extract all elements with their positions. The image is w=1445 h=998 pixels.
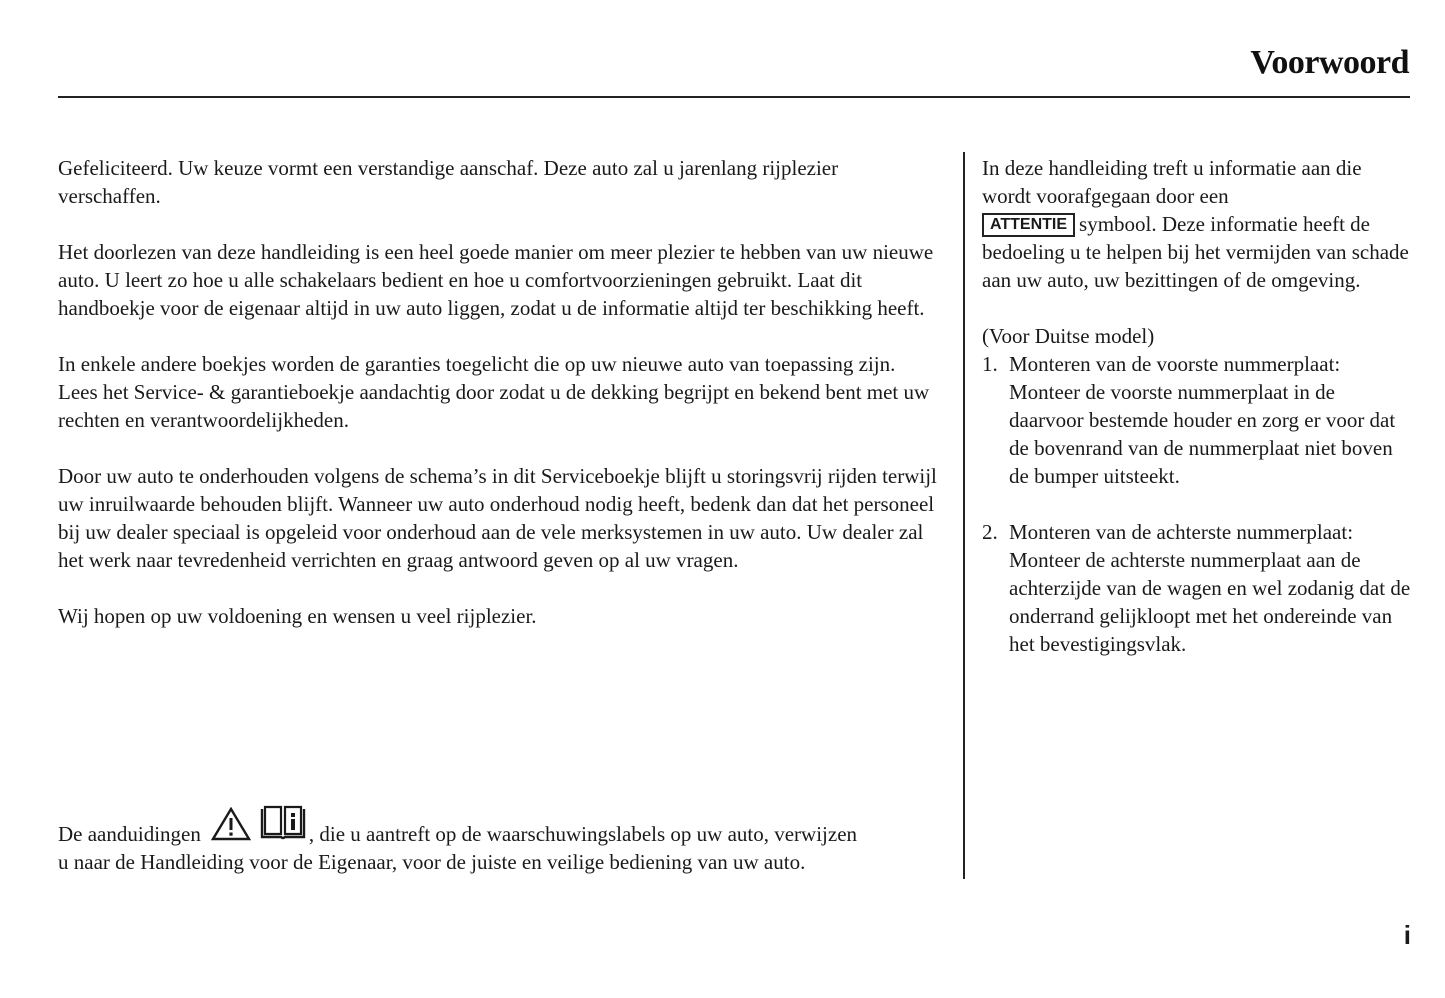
warning-triangle-icon	[211, 807, 251, 848]
paragraph-congratulations: Gefeliciteerd. Uw keuze vormt een verstandige aanschaf. Deze auto zal u jarenlang rijplezier verschaffen.	[58, 156, 839, 208]
paragraph-closing: Wij hopen op uw voldoening en wensen u veel rijplezier.	[58, 604, 537, 628]
header-rule	[58, 96, 1410, 98]
list-item	[982, 518, 1412, 658]
list-item	[982, 350, 1412, 490]
step-number: 2.	[982, 520, 998, 544]
paragraph-warranties: In enkele andere boekjes worden de garanties toegelicht die op uw nieuwe auto van toepassing zijn. Lees het Service- & garantieboekje aandachtig door zodat u de dekking begrijpt en bekend bent met uw rechten en verantwoordelijkheden.	[58, 352, 930, 432]
paragraph-maintenance: Door uw auto te onderhouden volgens de schema’s in dit Serviceboekje blijft u storingsvrij rijden terwijl uw inruilwaarde behouden blijft. Wanneer uw auto onderhoud nodig heeft, bedenk dan dat het personeel bij uw dealer speciaal is opgeleid voor onderhoud aan de vele merksystemen in uw auto. Uw dealer zal het werk naar tevredenheid verrichten en graag antwoord geven op al uw vragen.	[58, 464, 937, 572]
attention-intro-line2: wordt voorafgegaan door een	[982, 184, 1229, 208]
symbols-note-prefix: De aanduidingen	[58, 822, 201, 846]
manual-book-info-icon	[259, 805, 307, 848]
symbols-note-suffix: , die u aantreft op de waarschuwingslabels op uw auto, verwijzen	[308, 822, 858, 846]
attention-intro-rest: symbool. Deze informatie heeft de bedoeling u te helpen bij het vermijden van schade aan uw auto, uw bezittingen of de omgeving.	[982, 212, 1409, 292]
left-column	[58, 154, 938, 658]
column-divider	[963, 152, 965, 879]
model-note: (Voor Duitse model)	[982, 324, 1155, 348]
symbols-note-line2: u naar de Handleiding voor de Eigenaar, voor de juiste en veilige bediening van uw auto.	[58, 850, 806, 874]
symbols-note	[58, 812, 938, 876]
step-text: Monteer de voorste nummerplaat in de daarvoor bestemde houder en zorg er voor dat de bovenrand van de nummerplaat niet boven de bumper uitsteekt.	[1009, 380, 1396, 488]
step-text: Monteer de achterste nummerplaat aan de achterzijde van de wagen en wel zodanig dat de onderrand gelijkloopt met het ondereinde van het bevestigingsvlak.	[1009, 548, 1411, 656]
step-number: 1.	[982, 352, 998, 376]
step-heading: Monteren van de achterste nummerplaat:	[1009, 520, 1354, 544]
attention-intro-line1: In deze handleiding treft u informatie aan die	[982, 156, 1362, 180]
attention-intro	[982, 210, 1412, 294]
page-title: Voorwoord	[1250, 44, 1409, 81]
paragraph-manual-reading: Het doorlezen van deze handleiding is een heel goede manier om meer plezier te hebben van uw nieuwe auto. U leert zo hoe u alle schakelaars bedient en hoe u comfortvoorzieningen gebruikt. Laat dit handboekje voor de eigenaar altijd in uw auto liggen, zodat u de informatie altijd ter beschikking heeft.	[58, 240, 934, 320]
license-plate-steps	[982, 350, 1412, 658]
step-heading: Monteren van de voorste nummerplaat:	[1009, 352, 1341, 376]
page-number: i	[1403, 920, 1411, 950]
right-column	[982, 154, 1412, 658]
attention-badge: ATTENTIE	[982, 213, 1075, 237]
